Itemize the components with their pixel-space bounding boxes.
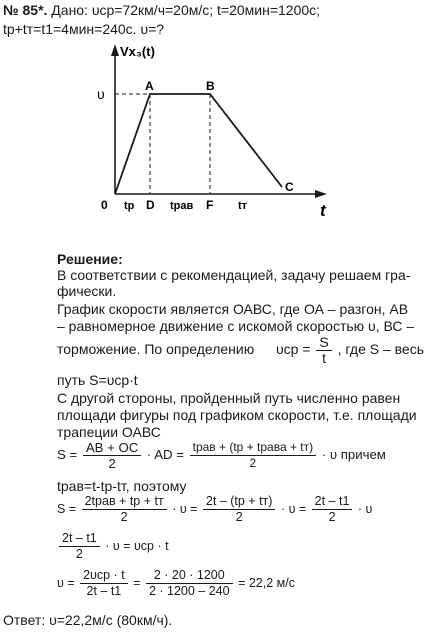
solution-para2a: График скорости является ОАВС, где ОА – разгон, АВ bbox=[57, 301, 409, 317]
path-equation: S = $\frac{\text{2tрав + tр + tт}}{2}$ · υ = $\frac{2t - (tр + tт)}{2}$ · υ = $\frac{2t - t1}{2}$ · υ bbox=[57, 494, 373, 524]
given-data-1: Дано: υср=72км/ч=20м/с; t=20мин=1200с; bbox=[51, 2, 321, 18]
solution-para1b: фически. bbox=[57, 283, 117, 299]
solution-heading: Решение: bbox=[57, 251, 123, 267]
given-data-2: tр+tт=t1=4мин=240с. υ=? bbox=[3, 21, 165, 37]
velocity-line bbox=[115, 94, 282, 194]
point-a-label: A bbox=[145, 79, 154, 93]
solution-para2c: торможение. По определению bbox=[57, 341, 255, 358]
velocity-graph bbox=[0, 40, 402, 230]
v-tick-label: υ bbox=[97, 86, 105, 102]
interval-tp-label: tр bbox=[124, 200, 135, 212]
solution-para4a: С другой стороны, пройденный путь численно равен bbox=[57, 390, 401, 406]
answer-line: Ответ: υ=22,2м/с (80км/ч). bbox=[3, 612, 173, 628]
trapezoid-area-equation: S = $\frac{AB + OC}{2}$ · AD = $\frac{\text{tрав + (tр + tрава + tт)}}{2}$ · υ причем bbox=[57, 440, 386, 471]
solution-para2b: – равномерное движение с искомой скоростью υ, ВС – bbox=[57, 318, 415, 334]
solution-para4c: трапеции ОАВС bbox=[57, 424, 161, 440]
vavg-def-tail: , где S – весь bbox=[337, 341, 424, 358]
vavg-def-lhs: υср = bbox=[276, 341, 311, 358]
solution-para1: В соответствии с рекомендацией, задачу решаем гра- bbox=[57, 267, 411, 283]
vavg-def-fraction: $\frac{S}{t}$ bbox=[316, 335, 331, 366]
x-axis-label: t bbox=[320, 201, 326, 220]
point-d-label: D bbox=[146, 198, 155, 212]
solution-para3: путь S=υср·t bbox=[57, 372, 138, 388]
interval-trav-label: tрав bbox=[170, 200, 194, 212]
interval-tt-label: tт bbox=[238, 200, 248, 212]
x-axis-arrow bbox=[315, 190, 327, 198]
problem-header-line1 bbox=[3, 2, 320, 18]
equality-equation: $\frac{2t - t1}{2}$ · υ = υср · t bbox=[57, 531, 169, 562]
result-equation: υ = $\frac{\text{2υср · t}}{2t - t1}$ = $\frac{2 \cdot 20 \cdot 1200}{2 \cdot 1200 - 240}$ = 22,2 м/с bbox=[57, 568, 295, 598]
origin-label: 0 bbox=[101, 198, 108, 212]
problem-number: № 85*. bbox=[3, 2, 48, 18]
definition-line bbox=[57, 335, 424, 366]
y-axis-arrow bbox=[111, 44, 119, 56]
solution-para4b: площади фигуры под графиком скорости, т.е. площади bbox=[57, 407, 417, 423]
point-b-label: B bbox=[206, 79, 215, 93]
solution-para5: tрав=t-tр-tт, поэтому bbox=[57, 478, 187, 494]
point-c-label: C bbox=[285, 180, 294, 194]
point-f-label: F bbox=[206, 198, 214, 212]
y-axis-label: Vx₃(t) bbox=[120, 44, 155, 59]
